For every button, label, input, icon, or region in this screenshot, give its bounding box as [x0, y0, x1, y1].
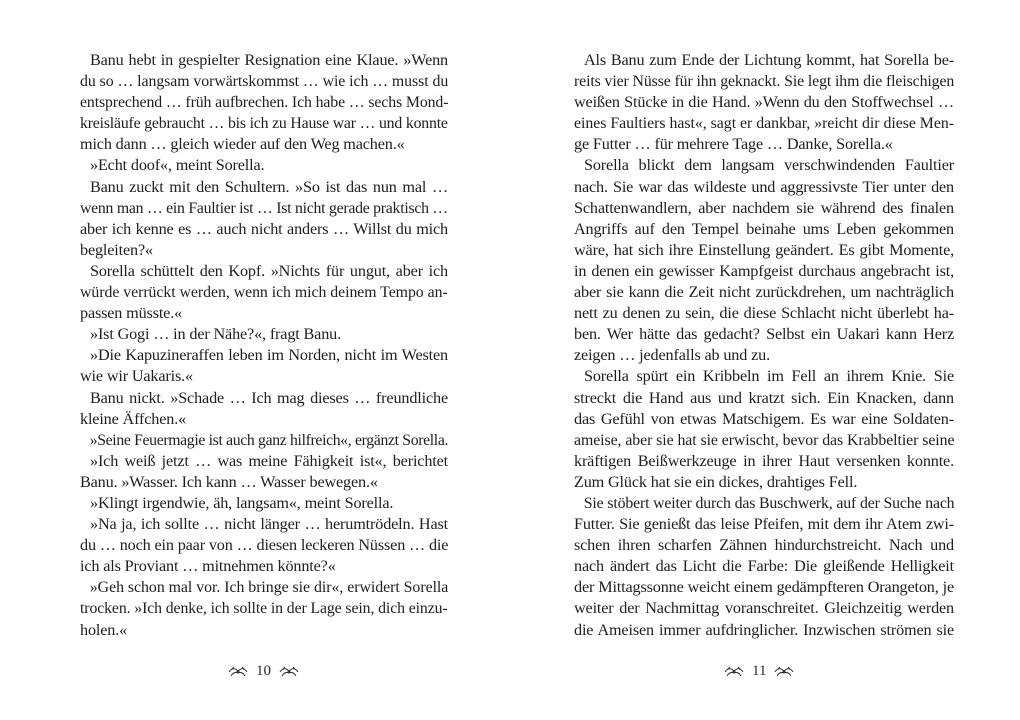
text-line: streckt die Hand aus und kratzt sich. Ein Knacken, dann — [574, 388, 954, 407]
text-line: ge Futter … für mehrere Tage … Danke, Sorella.« — [574, 135, 893, 154]
text-line: »Geh schon mal vor. Ich bringe sie dir«, erwidert Sorella — [89, 578, 449, 597]
text-line: kleine Äffchen.« — [80, 409, 187, 428]
right-page-text — [574, 50, 954, 641]
text-line: »Die Kapuzineraffen leben im Norden, nicht im Westen — [90, 346, 448, 365]
leaf-ornament-icon — [279, 665, 299, 678]
text-line: der Mittagssonne weicht einem gedämpfteren Orangeton, je — [574, 578, 954, 597]
left-page-text — [80, 50, 448, 641]
text-line: Banu. »Wasser. Ich kann … Wasser bewegen.« — [80, 472, 378, 491]
text-line: Banu nickt. »Schade … Ich mag dieses … freundliche — [90, 388, 448, 407]
text-line: du … noch ein paar von … diesen leckeren Nüssen … die — [80, 536, 449, 555]
text-line: das Gefühl von etwas Matschigem. Es war eine Soldaten- — [574, 409, 954, 428]
text-line: Angriffs auf den Tempel beinahe ums Leben gekommen — [574, 219, 954, 238]
text-line: nach ändert das Licht die Farbe: Die gleißende Helligkeit — [574, 557, 954, 576]
text-line: ich als Proviant … mitnehmen könnte?« — [80, 557, 336, 576]
text-line: Sorella schüttelt den Kopf. »Nichts für ungut, aber ich — [90, 261, 448, 280]
text-line: Zum Glück hat sie ein dickes, drahtiges Fell. — [574, 472, 858, 491]
text-line: wenn man … ein Faultier ist … Ist nicht gerade praktisch … — [80, 198, 448, 217]
text-line: würde verrückt werden, wenn ich mich deinem Tempo an- — [80, 283, 448, 302]
text-line: Sorella spürt ein Kribbeln im Fell an ihrem Knie. Sie — [584, 367, 954, 386]
text-line: »Ich weiß jetzt … was meine Fähigkeit ist«, berichtet — [90, 451, 448, 470]
text-line: Futter. Sie genießt das leise Pfeifen, mit dem ihr Atem zwi- — [574, 515, 954, 534]
text-line: »Na ja, ich sollte … nicht länger … herumtrödeln. Hast — [90, 515, 448, 534]
text-line: wie wir Uakaris.« — [80, 367, 193, 386]
text-line: ben. Wer hätte das gedacht? Selbst ein Uakari kann Herz — [574, 325, 954, 344]
text-line: holen.« — [80, 620, 128, 639]
text-line: wäre, hat sich ihre Einstellung geändert. Es gibt Momente, — [574, 240, 954, 259]
leaf-ornament-icon — [724, 665, 744, 678]
text-line: Als Banu zum Ende der Lichtung kommt, hat Sorella be- — [584, 51, 954, 69]
page-number: 10 — [256, 663, 271, 679]
text-line: eines Faultiers hast«, sagt er dankbar, »reicht dir diese Men- — [574, 114, 955, 133]
page-number-footer — [228, 663, 299, 680]
text-line: du so … langsam vorwärtskommst … wie ich … musst du — [80, 72, 449, 91]
text-line: Banu hebt in gespielter Resignation eine Klaue. »Wenn — [90, 51, 448, 69]
leaf-ornament-icon — [228, 665, 248, 678]
text-line: zeigen … jedenfalls ab und zu. — [574, 346, 770, 365]
text-line: »Seine Feuermagie ist auch ganz hilfreich«, ergänzt Sorella. — [89, 430, 449, 449]
text-line: aber sie kann die Zeit nicht zurückdrehen, um nachträglich — [574, 283, 954, 302]
text-line: »Echt doof«, meint Sorella. — [90, 156, 265, 175]
right-page — [510, 0, 1020, 720]
text-line: begleiten?« — [80, 240, 153, 259]
text-line: »Ist Gogi … in der Nähe?«, fragt Banu. — [90, 325, 341, 344]
text-line: die Ameisen immer aufdringlicher. Inzwischen strömen sie — [574, 620, 954, 639]
text-line: Sie stöbert weiter durch das Buschwerk, auf der Suche nach — [583, 493, 955, 512]
text-line: entsprechend … früh aufbrechen. Ich habe … sechs Mond- — [80, 93, 449, 112]
text-line: nach. Sie war das wildeste und aggressivste Tier unter den — [574, 177, 954, 196]
text-line: weißen Stücke in die Hand. »Wenn du den Stoffwechsel … — [574, 93, 954, 112]
text-line: schen ihren scharfen Zähnen hindurchstreicht. Nach und — [574, 536, 954, 555]
text-line: ameise, aber sie hat sie erwischt, bevor das Krabbeltier seine — [574, 430, 955, 449]
text-line: Banu zuckt mit den Schultern. »So ist das nun mal … — [90, 177, 448, 196]
text-line: trocken. »Ich denke, ich sollte in der Lage sein, dich einzu- — [80, 599, 448, 618]
text-line: mich dann … gleich wieder auf den Weg machen.« — [80, 135, 405, 154]
text-line: Schattenwandlern, aber nachdem sie während des finalen — [574, 198, 954, 217]
text-line: passen müsste.« — [80, 304, 183, 323]
text-line: weiter der Nachmittag voranschreitet. Gleichzeitig werden — [574, 599, 954, 618]
leaf-ornament-icon — [774, 665, 794, 678]
text-line: nett zu denen zu sein, die diese Schlacht nicht überlebt ha- — [574, 304, 954, 323]
text-line: »Klingt irgendwie, äh, langsam«, meint Sorella. — [90, 493, 394, 512]
page-number-footer — [724, 663, 794, 680]
text-line: kräftigen Beißwerkzeuge in ihrer Haut versenken konnte. — [574, 451, 954, 470]
text-line: Sorella blickt dem langsam verschwindenden Faultier — [584, 156, 954, 175]
text-line: reits vier Nüsse für ihn geknackt. Sie legt ihm die fleischigen — [574, 72, 955, 91]
text-line: kreisläufe gebraucht … bis ich zu Hause war … und konnte — [80, 114, 448, 133]
page-number: 11 — [752, 663, 767, 679]
text-line: aber ich kenne es … auch nicht anders … Willst du mich — [80, 219, 448, 238]
text-line: in denen ein gewisser Kampfgeist durchaus angebracht ist, — [574, 261, 954, 280]
